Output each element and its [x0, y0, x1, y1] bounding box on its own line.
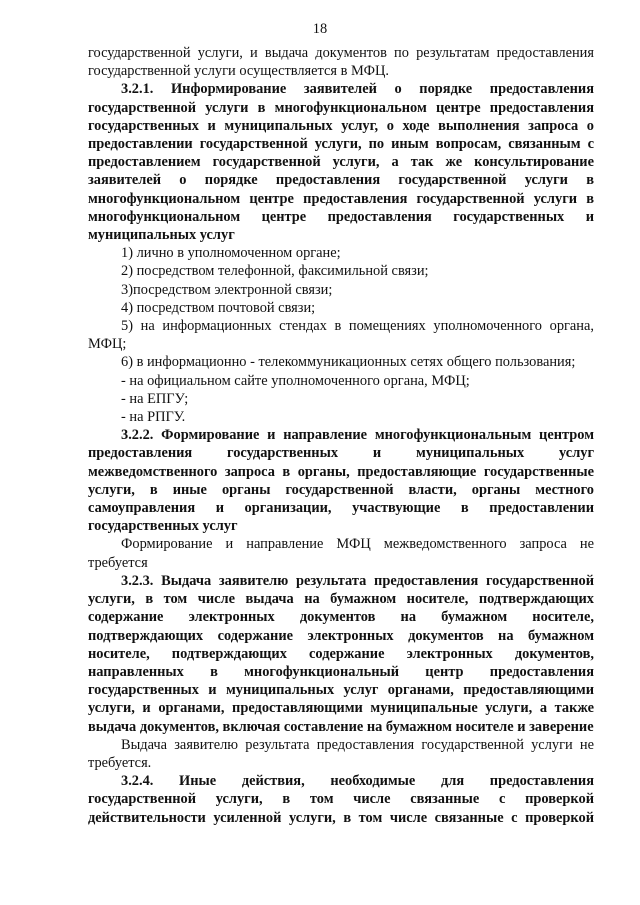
paragraph: Выдача заявителю результата предоставления государственной услуги не требуется. — [88, 736, 594, 771]
paragraph-continuation: государственной услуги, и выдача документов по результатам предоставления государственной услуги осуществляется в МФЦ. — [88, 45, 594, 80]
sub-list-item: - на ЕПГУ; — [121, 390, 189, 407]
list-item: 3)посредством электронной связи; — [121, 281, 333, 298]
page-content — [88, 44, 594, 827]
list-item: 5) на информационных стендах в помещениях уполномоченного органа, МФЦ; — [88, 318, 594, 353]
section-heading-3-2-4: 3.2.4. Иные действия, необходимые для предоставления государственной услуги, в том числе связанные с проверкой действительности усиленной услуги, в том числе связанные с проверкой — [88, 773, 594, 826]
page-number: 18 — [312, 21, 328, 37]
sub-list-item: - на официальном сайте уполномоченного органа, МФЦ; — [121, 372, 470, 389]
list-item: 2) посредством телефонной, факсимильной связи; — [121, 263, 429, 280]
list-item: 4) посредством почтовой связи; — [121, 299, 316, 316]
sub-list-item: - на РПГУ. — [121, 409, 186, 426]
section-heading-3-2-3: 3.2.3. Выдача заявителю результата предоставления государственной услуги, в том числе выдача на бумажном носителе, подтверждающих содержание электронных документов на бумажном носителе, подтверждающих содержание электронных документов на бумажном носителе, подтверждающих содержание электронных документов, направленных в многофункциональный центр предоставления государственных и муниципальных услуг органами, предоставляющими услуги, и органами, предоставляющими муниципальные услуги, а также выдача документов, включая составление на бумажном носителе и заверение — [88, 572, 594, 735]
section-heading-3-2-2: 3.2.2. Формирование и направление многофункциональным центром предоставления государственных и муниципальных услуг межведомственного запроса в органы, предоставляющие государственные услуги, в иные органы государственной власти, органы местного самоуправления и организации, участвующие в предоставлении государственных услуг — [88, 427, 594, 535]
paragraph: Формирование и направление МФЦ межведомственного запроса не требуется — [88, 536, 594, 571]
list-item: 1) лично в уполномоченном органе; — [121, 245, 341, 262]
list-item: 6) в информационно - телекоммуникационных сетях общего пользования; — [121, 354, 576, 371]
section-heading-3-2-1: 3.2.1. Информирование заявителей о порядке предоставления государственной услуги в многофункциональном центре предоставления государственных и муниципальных услуг, о ходе выполнения запроса о предоставлении государственной услуги, по иным вопросам, связанным с предоставлением государственной услуги, а так же консультирование заявителей о порядке предоставления государственной услуги в многофункциональном центре предоставления государственной услуги в многофункциональном центре предоставления государственных и муниципальных услуг — [88, 81, 594, 244]
